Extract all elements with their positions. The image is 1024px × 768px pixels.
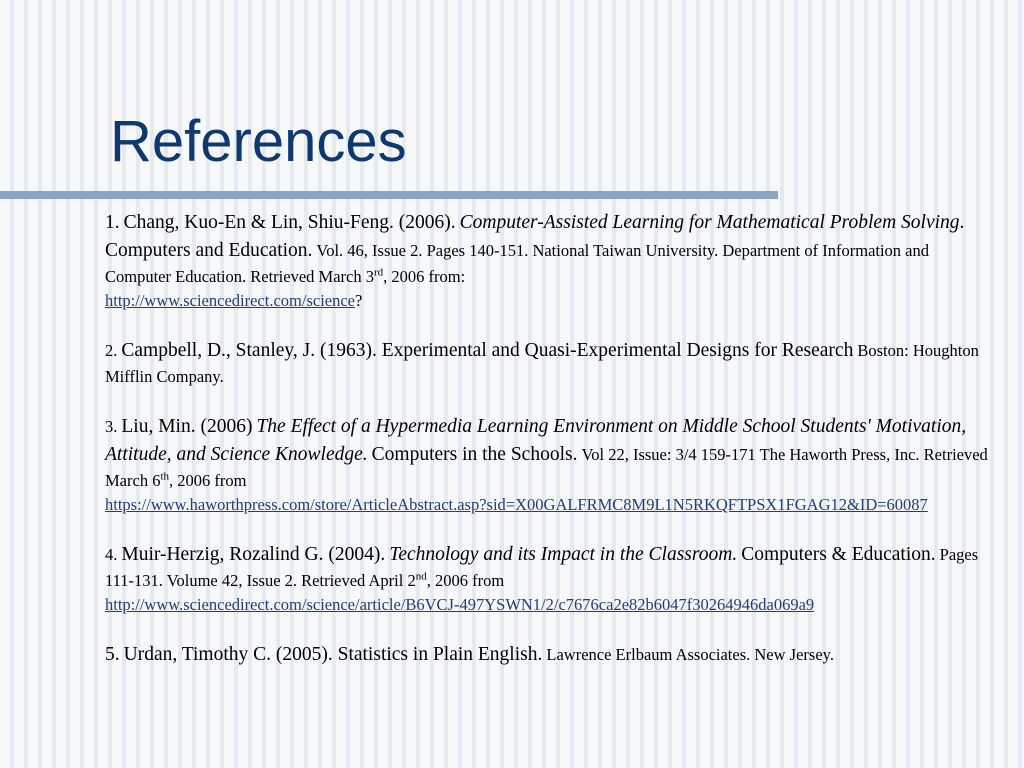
reference-3-superscript: th	[160, 470, 170, 483]
reference-2	[105, 337, 990, 389]
reference-5-details: Lawrence Erlbaum Associates. New Jersey.	[546, 645, 834, 664]
reference-1-details-text: Vol. 46, Issue 2. Pages 140-151. National Taiwan University. Department of Information and Computer Education. Retrieved March 3	[105, 241, 930, 286]
reference-1-number: 1.	[105, 212, 120, 233]
slide-title: References	[110, 109, 407, 174]
reference-3-details-end: , 2006 from	[169, 471, 247, 490]
references-list	[105, 209, 990, 693]
reference-3-journal: Computers in the Schools.	[371, 444, 578, 465]
reference-1-superscript: rd	[373, 266, 384, 279]
reference-5	[105, 641, 990, 669]
reference-4	[105, 541, 990, 617]
reference-3-authors: Liu, Min. (2006)	[121, 416, 253, 437]
reference-4-journal: Computers & Education.	[741, 544, 936, 565]
reference-4-title: Technology and its Impact in the Classroom.	[389, 544, 738, 565]
title-divider	[0, 191, 778, 199]
reference-1-details-end: , 2006 from:	[383, 267, 466, 286]
reference-3-details-text: Vol 22, Issue: 3/4 159-171 The Haworth Press, Inc. Retrieved March 6	[105, 445, 988, 490]
reference-1-suffix: ?	[355, 291, 363, 310]
reference-1-title: Computer-Assisted Learning for Mathematical Problem Solving	[459, 212, 960, 233]
reference-4-authors: Muir-Herzig, Rozalind G. (2004).	[121, 544, 386, 565]
reference-2-number: 2.	[105, 341, 118, 360]
reference-1-link[interactable]: http://www.sciencedirect.com/science	[105, 291, 355, 310]
reference-5-number: 5.	[105, 644, 120, 665]
reference-4-superscript: nd	[415, 570, 427, 583]
reference-3-number: 3.	[105, 417, 118, 436]
reference-3	[105, 413, 990, 517]
reference-4-details-text: Pages 111-131. Volume 42, Issue 2. Retrieved April 2	[105, 545, 979, 590]
reference-4-details-end: , 2006 from	[426, 571, 505, 590]
reference-5-main: Urdan, Timothy C. (2005). Statistics in Plain English.	[123, 644, 543, 665]
reference-1-authors: Chang, Kuo-En & Lin, Shiu-Feng. (2006).	[123, 212, 456, 233]
reference-2-main: Campbell, D., Stanley, J. (1963). Experimental and Quasi-Experimental Designs for Research	[121, 340, 854, 361]
reference-4-number: 4.	[105, 545, 118, 564]
reference-3-title: The Effect of a Hypermedia Learning Environment on Middle School Students' Motivation, Attitude, and Science Knowledge.	[105, 416, 967, 465]
reference-2-details: Boston: Houghton Mifflin Company.	[105, 341, 979, 386]
reference-1: 1. Chang, Kuo-En & Lin, Shiu-Feng. (2006). Computer-Assisted Learning for Mathematical Problem Solving. Computers and Education. Vol. 46, Issue 2. Pages 140-151. National Taiwan University. Department of Information and Computer Education. Retrieved March 3rd, 2006 from: http://www.sciencedirect.com/science?	[105, 212, 965, 310]
reference-3-link[interactable]: https://www.haworthpress.com/store/ArticleAbstract.asp?sid=X00GALFRMC8M9L1N5RKQFTPSX1FGAG12&ID=60087	[105, 495, 928, 514]
reference-1-journal: Computers and Education.	[105, 240, 313, 261]
reference-4-link[interactable]: http://www.sciencedirect.com/science/article/B6VCJ-497YSWN1/2/c7676ca2e82b6047f30264946da069a9	[105, 595, 815, 614]
